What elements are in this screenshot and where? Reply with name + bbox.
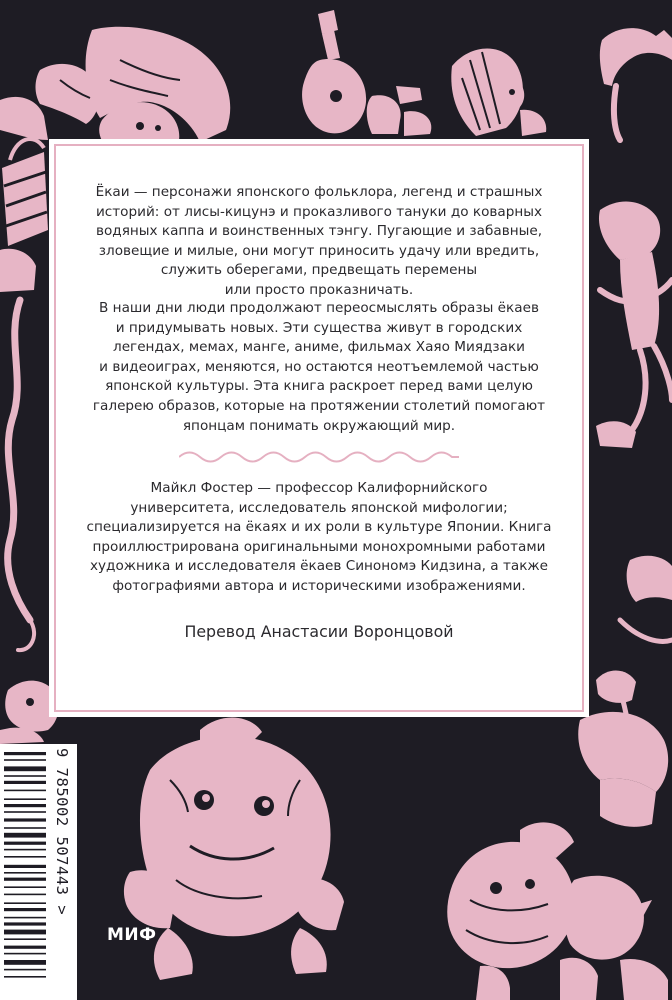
barcode-bar xyxy=(4,827,46,829)
barcode-bar xyxy=(4,953,46,955)
barcode-bar xyxy=(4,930,46,935)
barcode-bar xyxy=(4,833,46,838)
text-line: фотографиями автора и историческими изображениями. xyxy=(112,577,526,594)
barcode-bar xyxy=(4,969,46,971)
isbn-barcode xyxy=(0,744,77,1000)
text-line: японской культуры. Эта книга раскроет перед вами целую xyxy=(105,378,533,395)
text-line: Ёкаи — персонажи японского фольклора, легенд и страшных xyxy=(95,184,543,200)
text-line: специализируется на ёкаях и их роли в культуре Японии. Книга xyxy=(86,519,552,536)
text-line: легендах, мемах, манге, аниме, фильмах Хаяо Миядзаки xyxy=(113,339,525,356)
wavy-divider xyxy=(179,451,459,463)
barcode-bar xyxy=(4,842,46,845)
scythe-illustration xyxy=(600,28,672,140)
barcode-bar xyxy=(4,938,46,940)
barcode-bar xyxy=(4,865,46,868)
dancing-yokai-illustration xyxy=(596,201,672,448)
publisher-logo: МИФ xyxy=(107,925,157,945)
text-line: японцам понимать окружающий мир. xyxy=(182,417,456,434)
barcode-bar xyxy=(4,752,46,755)
text-line: или просто проказничать. xyxy=(224,281,414,298)
barrel-illustration xyxy=(0,139,48,292)
text-line: В наши дни люди продолжают переосмыслять образы ёкаев xyxy=(99,300,539,316)
barcode-bar xyxy=(4,811,46,813)
description-panel xyxy=(49,139,589,717)
text-line: художника и исследователя ёкаев Синономэ Кидзина, а также xyxy=(89,558,549,575)
barcode-bar xyxy=(4,856,46,858)
barcode-arrow: > xyxy=(53,905,71,916)
barcode-bar xyxy=(4,798,46,800)
barcode-bar xyxy=(4,960,46,965)
barcode-bar xyxy=(4,902,46,904)
barcode-bar xyxy=(4,894,46,896)
barcode-bar xyxy=(4,790,46,792)
text-line: университета, исследователь японской мифологии; xyxy=(130,499,508,516)
crow-tengu-illustration xyxy=(447,670,668,1000)
small-spirit-illustration xyxy=(620,556,672,642)
text-line: служить оберегами, предвещать перемены xyxy=(160,262,478,279)
text-line: и видеоиграх, меняются, но остаются неотъемлемой частью xyxy=(99,358,539,375)
barcode-bar xyxy=(4,872,46,874)
barcode-bar xyxy=(4,818,46,821)
barcode-bar xyxy=(4,766,46,771)
barcode-bar xyxy=(4,917,46,919)
barcode-bar xyxy=(4,908,46,911)
text-line: галерею образов, которые на протяжении столетий помогают xyxy=(92,397,546,414)
barcode-bar xyxy=(4,886,46,888)
biwa-lute-illustration xyxy=(302,10,431,136)
isbn-number: 9 785002 507443 xyxy=(53,748,71,896)
umbrella-yokai-illustration xyxy=(451,48,546,136)
barcode-bar xyxy=(4,922,46,925)
snake-tail-illustration xyxy=(8,300,34,650)
barcode-bar xyxy=(4,946,46,949)
barcode-bar xyxy=(4,759,46,761)
text-line: и придумывать новых. Эти существа живут в городских xyxy=(115,319,523,336)
barcode-bar xyxy=(4,804,46,807)
description-paragraph-1 xyxy=(49,183,589,301)
text-line: проиллюстрирована оригинальными монохромными работами xyxy=(92,538,546,555)
text-line: зловещие и милые, они могут приносить удачу или вредить, xyxy=(98,242,540,259)
translator-credit: Перевод Анастасии Воронцовой xyxy=(184,622,454,641)
author-bio xyxy=(49,479,589,597)
text-line: водяных каппа и воинственных тэнгу. Пугающие и забавные, xyxy=(95,223,543,240)
barcode-bar xyxy=(4,781,46,784)
barcode-digits xyxy=(49,748,75,1000)
barcode-bar xyxy=(4,878,46,881)
text-line: историй: от лисы-кицунэ и проказливого тануки до коварных xyxy=(95,203,543,220)
description-paragraph-2 xyxy=(49,299,589,436)
barcode-bar xyxy=(4,976,46,978)
barcode-bar xyxy=(4,849,46,851)
barcode-bar xyxy=(4,775,46,777)
text-line: Майкл Фостер — профессор Калифорнийского xyxy=(150,480,488,496)
